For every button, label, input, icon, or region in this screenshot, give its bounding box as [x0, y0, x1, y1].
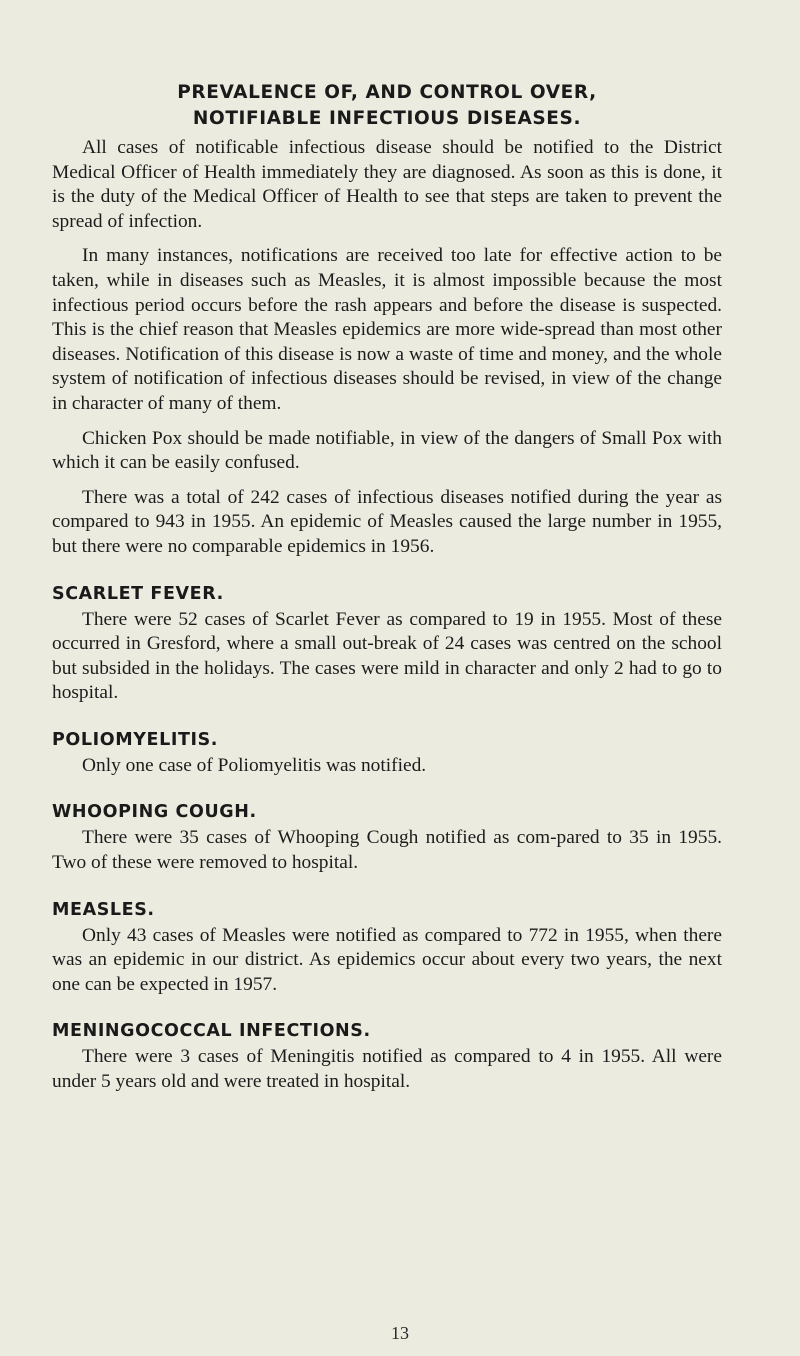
section-measles	[52, 898, 722, 998]
section-heading: SCARLET FEVER.	[52, 583, 224, 604]
intro-paragraph: Chicken Pox should be made notifiable, in view of the dangers of Small Pox with which it can be easily confused.	[52, 427, 722, 474]
section-paragraph: There were 3 cases of Meningitis notified as compared to 4 in 1955. All were under 5 years old and were treated in hospital.	[52, 1046, 722, 1093]
section-heading: WHOOPING COUGH.	[52, 802, 257, 823]
section-paragraph: There were 52 cases of Scarlet Fever as compared to 19 in 1955. Most of these occurred in Gresford, where a small out-break of 24 cases was centred on the school but subsided in the holidays. The cases were mild in character and only 2 had to go to hospital.	[52, 608, 722, 704]
section-heading: POLIOMYELITIS.	[52, 729, 219, 750]
section-whooping-cough	[52, 800, 722, 875]
section-paragraph: There were 35 cases of Whooping Cough notified as com-pared to 35 in 1955. Two of these were removed to hospital.	[52, 827, 722, 874]
intro-paragraph: In many instances, notifications are received too late for effective action to be taken, while in diseases such as Measles, it is almost impossible because the most infectious period occurs before the rash appears and before the disease is suspected. This is the chief reason that Measles epidemics are more wide-spread than most other diseases. Notification of this disease is now a waste of time and money, and the whole system of notification of infectious diseases should be revised, in view of the change in character of many of them.	[52, 245, 722, 414]
section-scarlet-fever	[52, 582, 722, 706]
intro-paragraph: All cases of notificable infectious disease should be notified to the District Medical Officer of Health immediately they are diagnosed. As soon as this is done, it is the duty of the Medical Officer of Health to see that steps are taken to prevent the spread of infection.	[52, 137, 722, 232]
section-meningococcal-infections	[52, 1019, 722, 1094]
page-title-line-2: NOTIFIABLE INFECTIOUS DISEASES.	[192, 108, 582, 129]
page-title	[52, 80, 722, 132]
section-heading: MENINGOCOCCAL INFECTIONS.	[52, 1021, 371, 1042]
section-heading: MEASLES.	[52, 899, 155, 920]
section-poliomyelitis	[52, 728, 722, 779]
section-paragraph: Only one case of Poliomyelitis was notified.	[82, 754, 427, 776]
section-paragraph: Only 43 cases of Measles were notified as compared to 772 in 1955, when there was an epidemic in our district. As epidemics occur about every two years, the next one can be expected in 1957.	[52, 924, 722, 995]
page-number: 13	[391, 1323, 409, 1343]
page-title-line-1: PREVALENCE OF, AND CONTROL OVER,	[177, 82, 597, 103]
intro-paragraph: There was a total of 242 cases of infectious diseases notified during the year as compared to 943 in 1955. An epidemic of Measles caused the large number in 1955, but there were no comparable epidemics in 1956.	[52, 486, 722, 557]
document-page	[52, 80, 722, 1105]
